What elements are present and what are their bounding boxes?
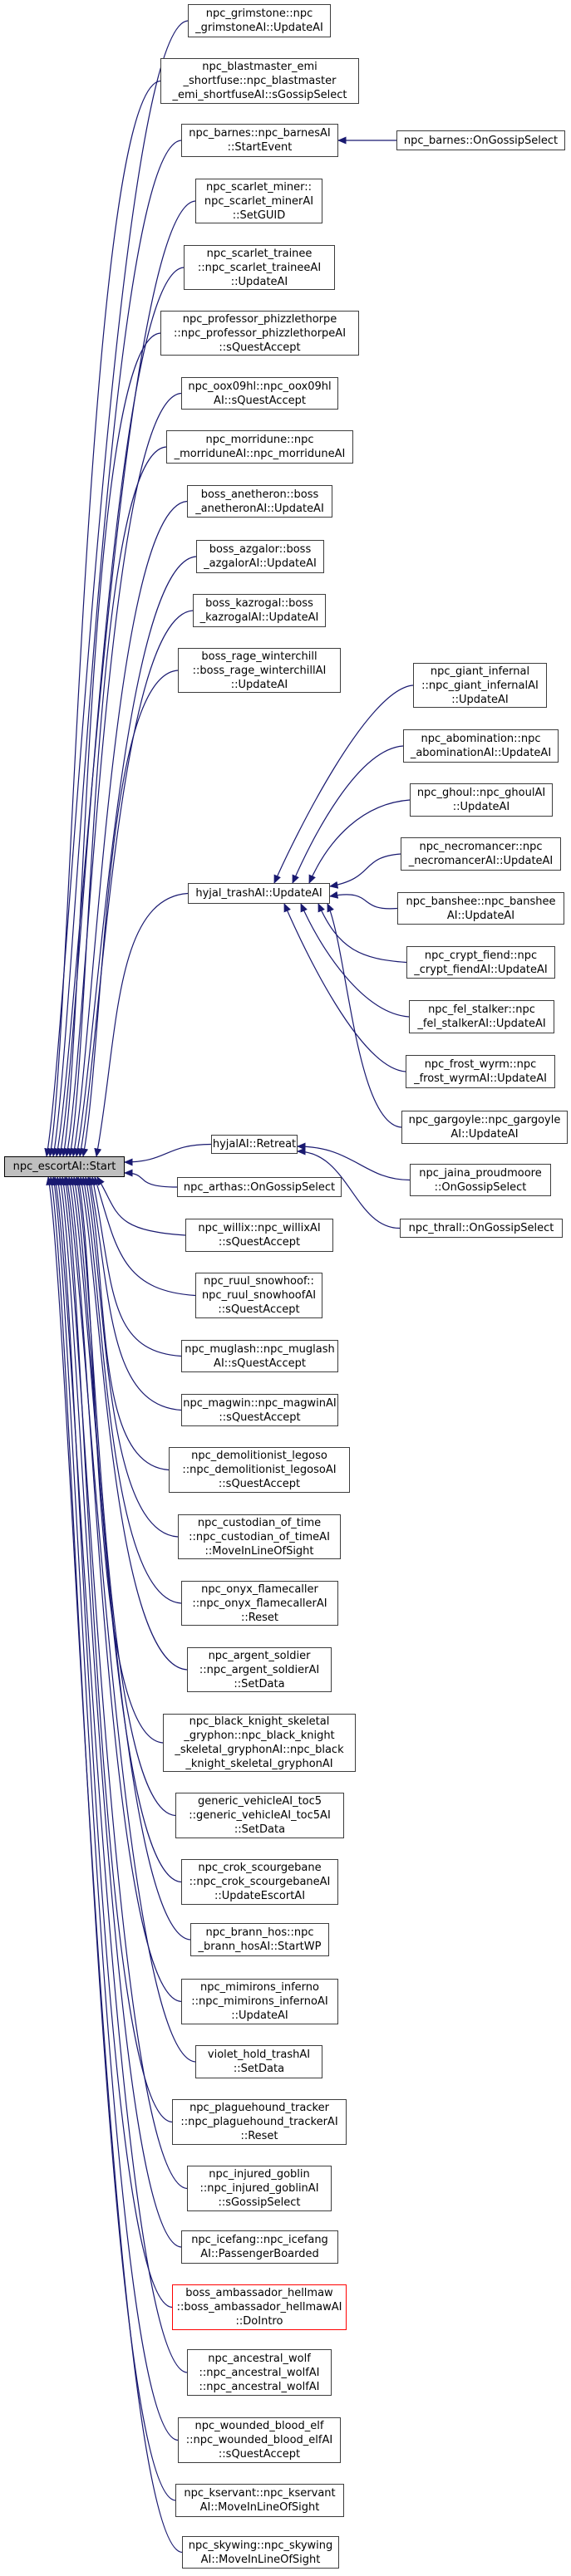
node-label-line: ::npc_argent_soldierAI <box>199 1663 320 1676</box>
graph-node-frost_wyrm[interactable] <box>406 1055 555 1088</box>
node-label-line: hyjalAI::Retreat <box>212 1138 297 1151</box>
node-label-line: ::npc_wounded_blood_elfAI <box>185 2434 333 2446</box>
graph-node-demolitionist[interactable] <box>169 1447 350 1493</box>
node-label-line: npc_ruul_snowhoofAI <box>201 1289 317 1302</box>
node-label-line: npc_icefang::npc_icefang <box>191 2234 328 2246</box>
graph-node-injured_goblin[interactable] <box>187 2166 332 2211</box>
call-edge-brann-to-escort_start <box>71 1177 190 1940</box>
graph-node-azgalor[interactable] <box>196 540 324 573</box>
node-label-line: boss_anetheron::boss <box>200 488 319 501</box>
node-label-line: ::DoIntro <box>235 2315 283 2328</box>
node-label-line: npc_argent_soldier <box>208 1649 311 1662</box>
graph-node-ghoul[interactable] <box>410 783 553 817</box>
node-label-line: ::npc_scarlet_traineeAI <box>197 261 322 274</box>
graph-node-rage[interactable] <box>178 648 341 693</box>
node-label-line: _crypt_fiendAI::UpdateAI <box>414 963 548 976</box>
graph-node-crok[interactable] <box>181 1859 338 1905</box>
node-label-line: npc_arthas::OnGossipSelect <box>183 1180 336 1194</box>
graph-node-fel_stalker[interactable] <box>409 1000 554 1033</box>
call-edge-ghoul-to-hyjal_trash <box>309 800 410 883</box>
node-label-line: npc_professor_phizzlethorpe <box>182 312 337 326</box>
node-label-line: boss_ambassador_hellmaw <box>185 2287 333 2299</box>
node-label-line: npc_black_knight_skeletal <box>189 1715 330 1728</box>
graph-node-oox09hl[interactable] <box>181 377 338 410</box>
node-label-line: npc_crok_scourgebane <box>198 1862 322 1874</box>
node-label-line: npc_frost_wyrm::npc <box>424 1058 537 1071</box>
node-label-line: _grimstoneAI::UpdateAI <box>195 22 323 34</box>
node-label-line: ::sQuestAccept <box>218 1478 301 1490</box>
graph-node-black_knight[interactable] <box>163 1714 356 1772</box>
graph-node-plaguehound[interactable] <box>172 2099 347 2145</box>
graph-node-kazrogal[interactable] <box>193 594 326 627</box>
node-label-line: ::UpdateAI <box>451 693 509 706</box>
node-label-line: AI::PassengerBoarded <box>200 2248 319 2260</box>
graph-node-escort_start[interactable] <box>4 1156 125 1177</box>
node-label-line: npc_muglash::npc_muglash <box>185 1342 335 1356</box>
node-label-line: hyjal_trashAI::UpdateAI <box>195 887 322 900</box>
graph-node-morridune[interactable] <box>166 430 353 464</box>
node-label-line: ::UpdateEscortAI <box>214 1890 306 1902</box>
call-edge-giant_infernal-to-hyjal_trash <box>274 685 413 883</box>
node-label-line: ::SetGUID <box>232 209 286 222</box>
node-label-line: ::MoveInLineOfSight <box>204 1544 314 1558</box>
node-label-line: npc_crypt_fiend::npc <box>424 949 538 962</box>
call-edge-arthas-to-escort_start <box>125 1173 177 1187</box>
graph-node-grimstone[interactable] <box>188 4 331 37</box>
graph-node-brann[interactable] <box>190 1923 329 1956</box>
node-label-line: npc_barnes::OnGossipSelect <box>403 134 559 147</box>
call-edge-hyjal_trash-to-escort_start <box>96 894 188 1157</box>
node-label-line: ::sQuestAccept <box>218 2448 301 2461</box>
node-label-line: ::npc_crok_scourgebaneAI <box>189 1876 331 1888</box>
graph-node-thrall[interactable] <box>400 1219 563 1238</box>
graph-node-arthas[interactable] <box>177 1177 342 1197</box>
node-label-line: AI::MoveInLineOfSight <box>200 2553 321 2566</box>
node-label-line: npc_gargoyle::npc_gargoyle <box>408 1114 561 1126</box>
call-edge-banshee-to-hyjal_trash <box>330 895 397 909</box>
node-label-line: _emi_shortfuseAI::sGossipSelect <box>172 89 347 101</box>
node-label-line: npc_scarlet_minerAI <box>204 194 314 208</box>
graph-node-anetheron[interactable] <box>187 485 332 518</box>
graph-node-muglash[interactable] <box>181 1340 338 1372</box>
node-label-line: npc_jaina_proudmoore <box>419 1166 542 1180</box>
graph-node-barnes_gossip[interactable] <box>396 130 565 150</box>
call-edge-scarlet_trainee-to-escort_start <box>60 267 184 1156</box>
graph-node-jaina[interactable] <box>410 1164 551 1196</box>
node-label-line: ::OnGossipSelect <box>434 1180 527 1194</box>
node-label-line: ::boss_ambassador_hellmawAI <box>176 2301 342 2313</box>
node-label-line: boss_kazrogal::boss <box>205 597 313 610</box>
node-label-line: ::npc_injured_goblinAI <box>199 2182 319 2195</box>
node-label-line: npc_onyx_flamecaller <box>201 1582 318 1596</box>
graph-node-skywing[interactable] <box>182 2536 339 2569</box>
call-edge-skywing-to-escort_start <box>48 1177 182 2553</box>
call-edge-jaina-to-retreat <box>298 1146 410 1180</box>
node-label-line: ::UpdateAI <box>231 2009 288 2022</box>
node-label-line: _knight_skeletal_gryphonAI <box>185 1758 333 1770</box>
graph-node-wounded_elf[interactable] <box>178 2417 341 2463</box>
node-label-line: _morriduneAI::npc_morriduneAI <box>174 448 346 460</box>
node-label-line: ::npc_mimirons_infernoAI <box>191 1995 328 2008</box>
call-edge-oox09hl-to-escort_start <box>66 394 181 1157</box>
node-label-line: npc_demolitionist_legoso <box>191 1450 327 1462</box>
node-label-line: npc_banshee::npc_banshee <box>406 895 556 908</box>
node-label-line: ::sQuestAccept <box>219 1411 301 1424</box>
graph-node-magwin[interactable] <box>181 1394 338 1426</box>
graph-node-banshee[interactable] <box>397 892 564 925</box>
node-label-line: ::Reset <box>240 1611 279 1624</box>
node-label-line: ::StartEvent <box>227 141 293 154</box>
graph-node-onyx[interactable] <box>181 1581 338 1626</box>
node-label-line: ::sGossipSelect <box>218 2196 301 2209</box>
graph-node-hellmaw[interactable] <box>172 2284 347 2330</box>
node-label-line: _kazrogalAI::UpdateAI <box>199 611 319 624</box>
node-label-line: npc_necromancer::npc <box>419 841 543 853</box>
node-label-line: AI::sQuestAccept <box>214 394 306 407</box>
graph-node-kservant[interactable] <box>175 2484 344 2517</box>
node-label-line: ::UpdateAI <box>230 275 288 288</box>
call-edge-professor-to-escort_start <box>63 333 160 1156</box>
graph-node-barnes_start[interactable] <box>181 124 338 157</box>
node-label-line: ::npc_ancestral_wolfAI <box>199 2366 320 2379</box>
call-edge-abomination-to-hyjal_trash <box>293 746 403 883</box>
graph-node-violet_hold[interactable] <box>195 2045 322 2078</box>
node-label-line: ::SetData <box>233 2063 285 2075</box>
node-label-line: ::UpdateAI <box>452 801 510 813</box>
node-label-line: npc_ghoul::npc_ghoulAI <box>416 787 546 799</box>
node-label-line: ::npc_professor_phizzlethorpeAI <box>173 326 347 340</box>
node-label-line: ::sQuestAccept <box>218 1303 300 1316</box>
node-label-line: _frost_wyrmAI::UpdateAI <box>414 1072 547 1085</box>
node-label-line: _anetheronAI::UpdateAI <box>195 502 324 515</box>
graph-node-giant_infernal[interactable] <box>413 663 547 708</box>
node-label-line: npc_skywing::npc_skywing <box>188 2539 333 2552</box>
node-label-line: _brann_hosAI::StartWP <box>198 1941 322 1953</box>
node-label-line: ::npc_giant_infernalAI <box>421 679 539 692</box>
node-label-line: _shortfuse::npc_blastmaster <box>183 75 337 87</box>
graph-node-mimirons[interactable] <box>181 1979 338 2024</box>
node-label-line: _necromancerAI::UpdateAI <box>408 855 554 867</box>
node-label-line: npc_mimirons_inferno <box>200 1981 319 1994</box>
call-edge-frost_wyrm-to-hyjal_trash <box>284 904 406 1072</box>
node-label-line: npc_scarlet_miner:: <box>206 180 312 194</box>
node-label-line: ::npc_ancestral_wolfAI <box>199 2380 320 2393</box>
node-label-line: npc_scarlet_trainee <box>206 247 313 260</box>
node-label-line: violet_hold_trashAI <box>207 2049 311 2061</box>
graph-node-crypt_fiend[interactable] <box>406 946 555 979</box>
graph-node-generic_vehicle[interactable] <box>175 1793 344 1838</box>
call-edge-anetheron-to-escort_start <box>73 502 187 1157</box>
call-edge-muglash-to-escort_start <box>92 1177 181 1357</box>
node-label-line: AI::sQuestAccept <box>214 1357 306 1370</box>
call-edge-blastmaster-to-escort_start <box>50 81 160 1157</box>
node-label-line: npc_ancestral_wolf <box>208 2352 311 2365</box>
graph-node-professor[interactable] <box>160 311 359 356</box>
node-label-line: npc_ruul_snowhoof:: <box>204 1275 314 1288</box>
call-edge-willix-to-escort_start <box>97 1177 185 1235</box>
node-label-line: npc_kservant::npc_kservant <box>184 2487 336 2500</box>
node-label-line: ::generic_vehicleAI_toc5AI <box>189 1809 331 1822</box>
node-label-line: boss_azgalor::boss <box>209 543 312 556</box>
node-label-line: ::Reset <box>240 2130 278 2142</box>
node-label-line: npc_custodian_of_time <box>197 1516 322 1529</box>
node-label-line: npc_morridune::npc <box>205 434 314 446</box>
call-edge-retreat-to-escort_start <box>125 1145 211 1163</box>
call-edge-fel_stalker-to-hyjal_trash <box>301 904 409 1017</box>
node-label-line: npc_plaguehound_tracker <box>190 2102 329 2114</box>
graph-node-custodian[interactable] <box>178 1514 341 1559</box>
node-label-line: npc_grimstone::npc <box>205 7 313 20</box>
graph-node-necromancer[interactable] <box>401 837 561 871</box>
node-label-line: npc_barnes::npc_barnesAI <box>189 127 331 140</box>
graph-node-abomination[interactable] <box>403 729 559 763</box>
node-label-line: ::sQuestAccept <box>218 1236 301 1249</box>
node-label-line: npc_abomination::npc <box>421 733 541 745</box>
call-edge-black_knight-to-escort_start <box>78 1177 163 1743</box>
call-edge-grimstone-to-escort_start <box>47 21 188 1156</box>
node-label-line: _fel_stalkerAI::UpdateAI <box>417 1018 546 1030</box>
node-label-line: npc_blastmaster_emi <box>202 61 317 73</box>
node-label-line: npc_fel_stalker::npc <box>428 1003 535 1016</box>
node-label-line: _skeletal_gryphonAI::npc_black <box>175 1744 344 1756</box>
node-label-line: npc_magwin::npc_magwinAI <box>183 1396 337 1410</box>
graph-node-ruul[interactable] <box>195 1273 322 1318</box>
node-label-line: ::npc_plaguehound_trackerAI <box>180 2116 338 2128</box>
graph-node-willix[interactable] <box>185 1219 333 1252</box>
node-label-line: npc_wounded_blood_elf <box>194 2420 324 2432</box>
node-label-line: npc_oox09hl::npc_oox09hl <box>188 380 332 393</box>
node-label-line: _azgalorAI::UpdateAI <box>204 557 317 570</box>
node-label-line: npc_escortAI::Start <box>12 1160 116 1173</box>
node-label-line: ::sQuestAccept <box>219 341 301 354</box>
graph-node-ancestral_wolf[interactable] <box>187 2349 332 2396</box>
graph-node-retreat[interactable] <box>211 1135 298 1154</box>
node-label-line: npc_willix::npc_willixAI <box>198 1222 321 1234</box>
node-label-line: boss_rage_winterchill <box>201 650 317 663</box>
node-label-line: npc_brann_hos::npc <box>205 1926 314 1939</box>
call-edge-argent-to-escort_start <box>81 1177 187 1670</box>
node-label-line: _abominationAI::UpdateAI <box>410 747 552 759</box>
graph-node-gargoyle[interactable] <box>401 1111 568 1144</box>
graph-node-icefang[interactable] <box>181 2230 338 2264</box>
node-label-line: ::SetData <box>234 1677 285 1690</box>
call-edge-necromancer-to-hyjal_trash <box>330 854 401 886</box>
node-label-line: npc_thrall::OnGossipSelect <box>408 1222 554 1234</box>
node-label-line: ::UpdateAI <box>230 678 288 691</box>
node-label-line: ::npc_demolitionist_legosoAI <box>182 1464 337 1476</box>
node-label-line: ::npc_onyx_flamecallerAI <box>192 1597 327 1610</box>
node-label-line: AI::MoveInLineOfSight <box>199 2501 320 2514</box>
graph-node-scarlet_miner[interactable] <box>195 179 322 223</box>
node-label-line: _gryphon::npc_black_knight <box>184 1730 335 1742</box>
graph-node-argent[interactable] <box>187 1647 332 1692</box>
graph-node-blastmaster[interactable] <box>160 58 359 104</box>
node-label-line: npc_injured_goblin <box>209 2168 310 2181</box>
call-edge-crypt_fiend-to-hyjal_trash <box>318 904 406 963</box>
node-label-line: AI::UpdateAI <box>446 909 515 922</box>
node-label-line: ::SetData <box>234 1823 286 1836</box>
graph-node-scarlet_trainee[interactable] <box>184 245 335 290</box>
node-label-line: ::boss_rage_winterchillAI <box>192 664 327 677</box>
call-edge-kservant-to-escort_start <box>51 1177 175 2500</box>
node-label-line: ::npc_custodian_of_timeAI <box>189 1530 330 1543</box>
node-label-line: AI::UpdateAI <box>450 1128 519 1141</box>
node-label-line: npc_giant_infernal <box>430 665 530 678</box>
node-label-line: generic_vehicleAI_toc5 <box>197 1795 322 1808</box>
graph-node-hyjal_trash[interactable] <box>188 883 330 904</box>
